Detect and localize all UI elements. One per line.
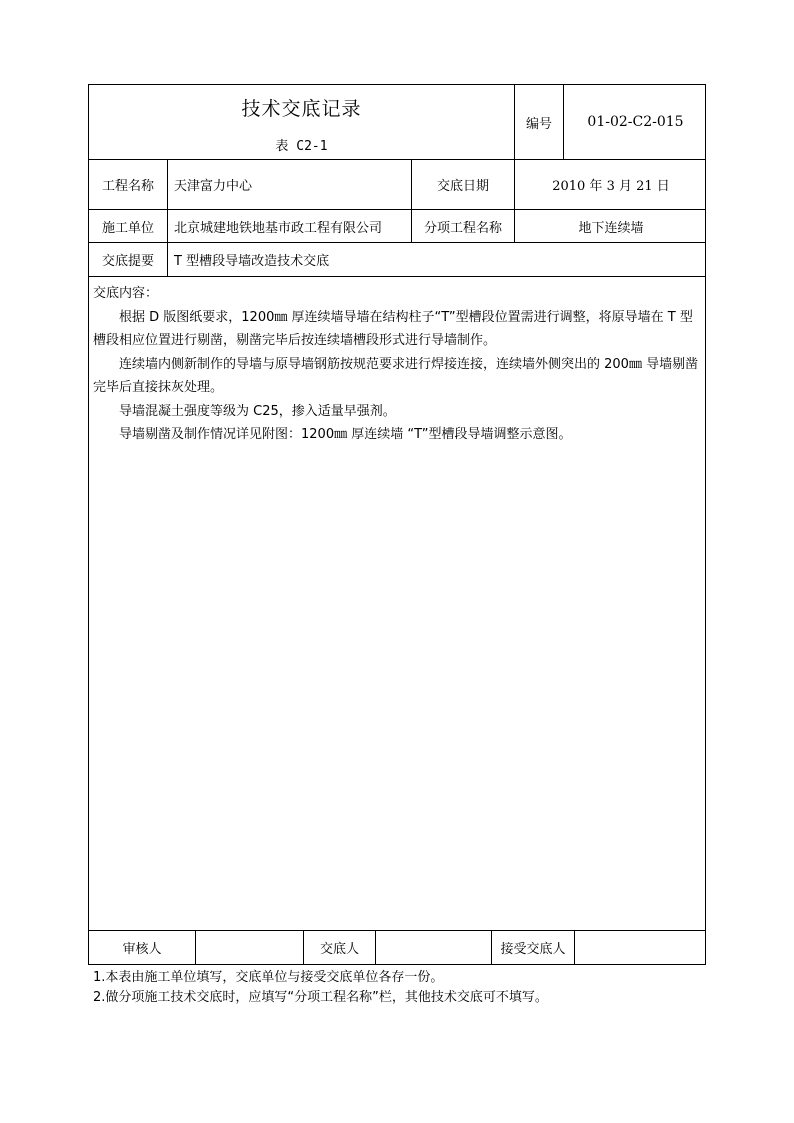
contractor-label: 施工单位: [101, 220, 154, 236]
contractor-value: 北京城建地铁地基市政工程有限公司: [174, 220, 383, 236]
form-subtitle: 表 C2-1: [275, 139, 328, 154]
reviewer-label: 审核人: [122, 942, 162, 957]
receiver-label-cell: [492, 931, 575, 964]
contractor-value-cell: [168, 210, 412, 242]
summary-value: T 型槽段导墙改造技术交底: [174, 254, 330, 269]
content-paragraph: 根据 D 版图纸要求，1200㎜ 厚连续墙导墙在结构柱子“T”型槽段位置需进行调整，将原导墙在 T 型槽段相应位置进行剔凿，剔凿完毕后按连续墙槽段形式进行导墙制作。: [93, 309, 693, 348]
footnote: 1.本表由施工单位填写，交底单位与接受交底单位各存一份。: [93, 970, 444, 985]
summary-label-cell: [89, 243, 168, 276]
date-label-cell: [412, 160, 515, 209]
number-label: 编号: [525, 116, 552, 132]
date-label: 交底日期: [436, 179, 489, 194]
signature-row: [89, 931, 705, 964]
footnote: 2.做分项施工技术交底时，应填写“分项工程名称”栏，其他技术交底可不填写。: [93, 990, 548, 1005]
subproject-label-cell: [412, 210, 515, 242]
subproject-value-cell: [515, 210, 707, 242]
summary-label: 交底提要: [101, 254, 154, 269]
summary-row: [89, 243, 705, 277]
presenter-label: 交底人: [319, 942, 359, 957]
number-value: 01-02-C2-015: [587, 114, 684, 130]
contractor-row: [89, 210, 705, 243]
receiver-value-cell[interactable]: [575, 931, 707, 964]
number-label-cell: [515, 85, 564, 159]
summary-value-cell: [168, 243, 707, 276]
technical-briefing-form: [88, 84, 706, 965]
title-cell: [89, 85, 515, 159]
header-row: [89, 85, 705, 160]
receiver-label: 接受交底人: [500, 942, 566, 957]
project-name-label-cell: [89, 160, 168, 209]
footnotes: [93, 968, 713, 1008]
content-paragraph: 导墙混凝土强度等级为 C25，掺入适量早强剂。: [119, 403, 396, 419]
reviewer-label-cell: [89, 931, 196, 964]
contractor-label-cell: [89, 210, 168, 242]
project-name-value-cell: [168, 160, 412, 209]
presenter-label-cell: [304, 931, 376, 964]
content-paragraph: 连续墙内侧新制作的导墙与原导墙钢筋按规范要求进行焊接连接，连续墙外侧突出的 200㎜ 导墙剔凿完毕后直接抹灰处理。: [93, 356, 699, 395]
briefing-content: [89, 277, 705, 931]
project-row: [89, 160, 705, 210]
content-paragraph: 导墙剔凿及制作情况详见附图：1200㎜ 厚连续墙 “T”型槽段导墙调整示意图。: [119, 427, 572, 442]
subproject-label: 分项工程名称: [423, 220, 502, 236]
date-value-cell: [515, 160, 707, 209]
project-name-value: 天津富力中心: [174, 179, 253, 194]
form-title: 技术交底记录: [241, 98, 362, 120]
project-name-label: 工程名称: [101, 179, 154, 194]
reviewer-value-cell[interactable]: [196, 931, 304, 964]
date-value: 2010 年 3 月 21 日: [552, 179, 670, 194]
content-heading: 交底内容：: [93, 286, 159, 301]
number-value-cell: [564, 85, 707, 159]
presenter-value-cell[interactable]: [376, 931, 492, 964]
subproject-value: 地下连续墙: [578, 220, 644, 236]
